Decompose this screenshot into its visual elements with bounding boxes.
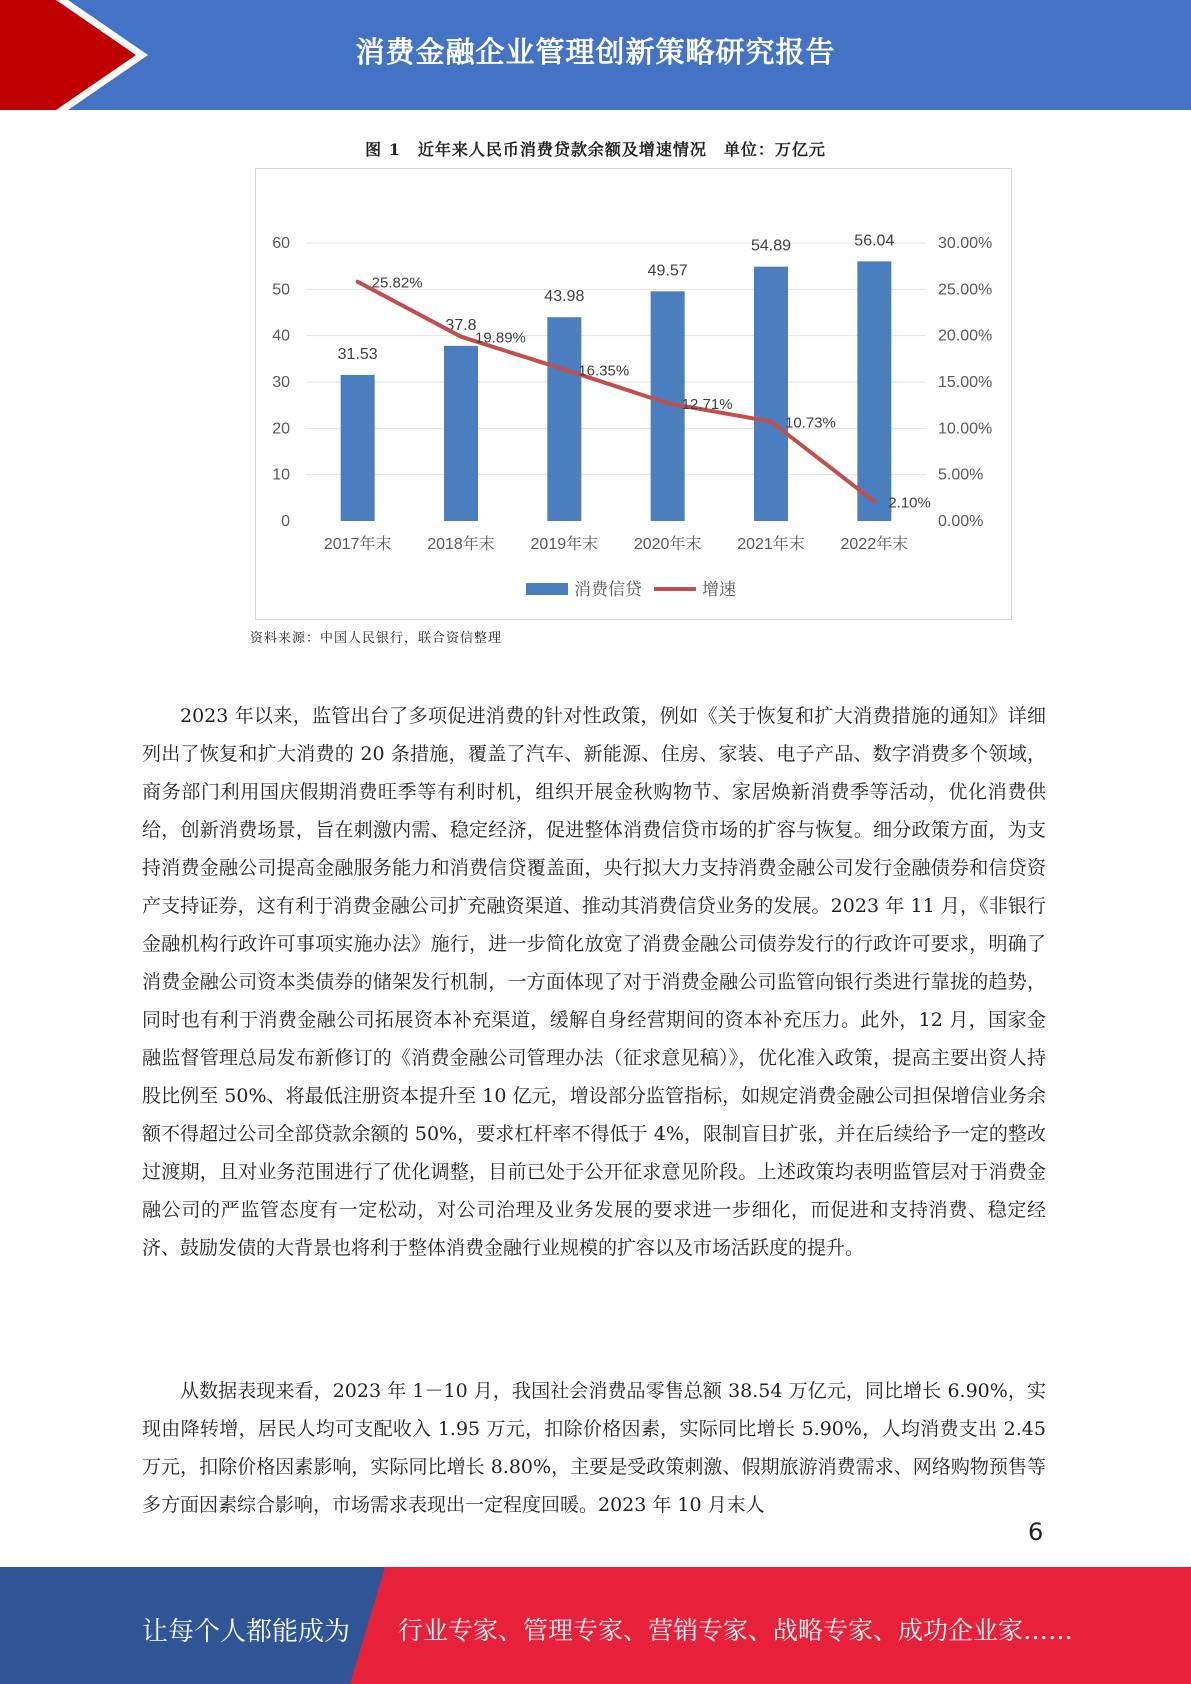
footer-slogan-right: 行业专家、管理专家、营销专家、战略专家、成功企业家……: [398, 1616, 1074, 1645]
x-tick-label: 2021年末: [737, 536, 805, 553]
bar: [547, 317, 581, 521]
paragraph-policy: 2023 年以来，监管出台了多项促进消费的针对性政策，例如《关于恢复和扩大消费措施的通知》详细列出了恢复和扩大消费的 20 条措施，覆盖了汽车、新能源、住房、家装、电子产品、数字消费多个领域，商务部门利用国庆假期消费旺季等有利时机，组织开展金秋购物节、家居焕新消费季等活动，优化消费供给，创新消费场景，旨在刺激内需、稳定经济，促进整体消费信贷市场的扩容与恢复。细分政策方面，为支持消费金融公司提高金融服务能力和消费信贷覆盖面，央行拟大力支持消费金融公司发行金融债券和信贷资产支持证券，这有利于消费金融公司扩充融资渠道、推动其消费信贷业务的发展。2023 年 11 月，《非银行金融机构行政许可事项实施办法》施行，进一步简化放宽了消费金融公司债券发行的行政许可要求，明确了消费金融公司资本类债券的储架发行机制，一方面体现了对于消费金融公司监管向银行类进行靠拢的趋势，同时也有利于消费金融公司拓展资本补充渠道，缓解自身经营期间的资本补充压力。此外，12 月，国家金融监督管理总局发布新修订的《消费金融公司管理办法（征求意见稿）》，优化准入政策，提高主要出资人持股比例至 50%、将最低注册资本提升至 10 亿元，增设部分监管指标，如规定消费金融公司担保增信业务余额不得超过公司全部贷款余额的 50%，要求杠杆率不得低于 4%，限制盲目扩张，并在后续给予一定的整改过渡期，且对业务范围进行了优化调整，目前已处于公开征求意见阶段。上述政策均表明监管层对于消费金融公司的严监管态度有一定松动，对公司治理及业务发展的要求进一步细化，而促进和支持消费、稳定经济、鼓励发债的大背景也将利于整体消费金融行业规模的扩容以及市场活跃度的提升。: [142, 705, 1046, 1259]
y-right-tick-label: 20.00%: [938, 327, 993, 345]
bar-data-label: 31.53: [337, 345, 378, 363]
footer-slogan-left: 让每个人都能成为: [142, 1617, 351, 1647]
x-tick-label: 2019年末: [530, 536, 599, 553]
bar: [341, 375, 375, 521]
x-tick-label: 2017年末: [323, 536, 392, 553]
bar: [754, 267, 788, 521]
line-data-label: 19.89%: [475, 329, 526, 347]
bar: [444, 346, 478, 521]
growth-line: [358, 282, 875, 502]
y-left-tick-label: 50: [272, 281, 290, 299]
legend-label-line: 增速: [702, 580, 736, 599]
y-left-tick-label: 40: [272, 327, 290, 345]
legend-label-bar: 消费信贷: [574, 580, 642, 599]
line-data-label: 12.71%: [681, 396, 733, 414]
line-data-label: 2.10%: [888, 494, 931, 512]
y-left-tick-label: 60: [272, 235, 290, 252]
line-data-label: 10.73%: [785, 414, 836, 432]
bar-data-label: 43.98: [544, 288, 585, 306]
bar-data-label: 49.57: [647, 262, 688, 280]
x-tick-label: 2020年末: [633, 536, 702, 553]
figure-caption: 图 1 近年来人民币消费贷款余额及增速情况 单位：万亿元: [365, 140, 826, 159]
paragraph-data: 从数据表现来看，2023 年 1－10 月，我国社会消费品零售总额 38.54 万亿元，同比增长 6.90%，实现由降转增，居民人均可支配收入 1.95 万元，扣除价格因素，实际同比增长 5.90%，人均消费支出 2.45 万元，扣除价格因素影响，实际同比增长 8.80%，主要是受政策刺激、假期旅游消费需求、网络购物预售等多方面因素综合影响，市场需求表现出一定程度回暖。2023 年 10 月末人: [142, 1380, 1046, 1516]
report-title: 消费金融企业管理创新策略研究报告: [355, 35, 836, 69]
x-tick-label: 2022年末: [840, 536, 909, 553]
line-data-label: 16.35%: [578, 362, 630, 380]
y-left-tick-label: 30: [272, 374, 290, 391]
y-left-tick-label: 20: [272, 420, 290, 438]
y-right-tick-label: 0.00%: [938, 513, 984, 530]
bar: [857, 261, 891, 521]
bar-data-label: 54.89: [750, 237, 792, 255]
y-right-tick-label: 10.00%: [938, 420, 993, 438]
page-number: 6: [1028, 1518, 1044, 1546]
y-right-tick-label: 30.00%: [938, 235, 993, 252]
y-left-tick-label: 10: [272, 466, 290, 484]
x-tick-label: 2018年末: [427, 536, 495, 553]
figure-source: 资料来源：中国人民银行，联合资信整理: [250, 631, 503, 646]
y-right-tick-label: 15.00%: [938, 374, 993, 391]
y-left-tick-label: 0: [281, 513, 290, 530]
page-header: [0, 0, 1191, 110]
y-right-tick-label: 5.00%: [938, 466, 984, 484]
y-right-tick-label: 25.00%: [938, 281, 993, 299]
page-footer: [0, 1567, 1191, 1684]
legend-swatch-bar: [526, 583, 568, 595]
bar-data-label: 37.8: [445, 316, 477, 334]
consumer-loan-chart: [256, 169, 1011, 619]
bar-data-label: 56.04: [854, 232, 895, 250]
chart-frame: [255, 168, 1012, 620]
line-data-label: 25.82%: [371, 274, 423, 292]
